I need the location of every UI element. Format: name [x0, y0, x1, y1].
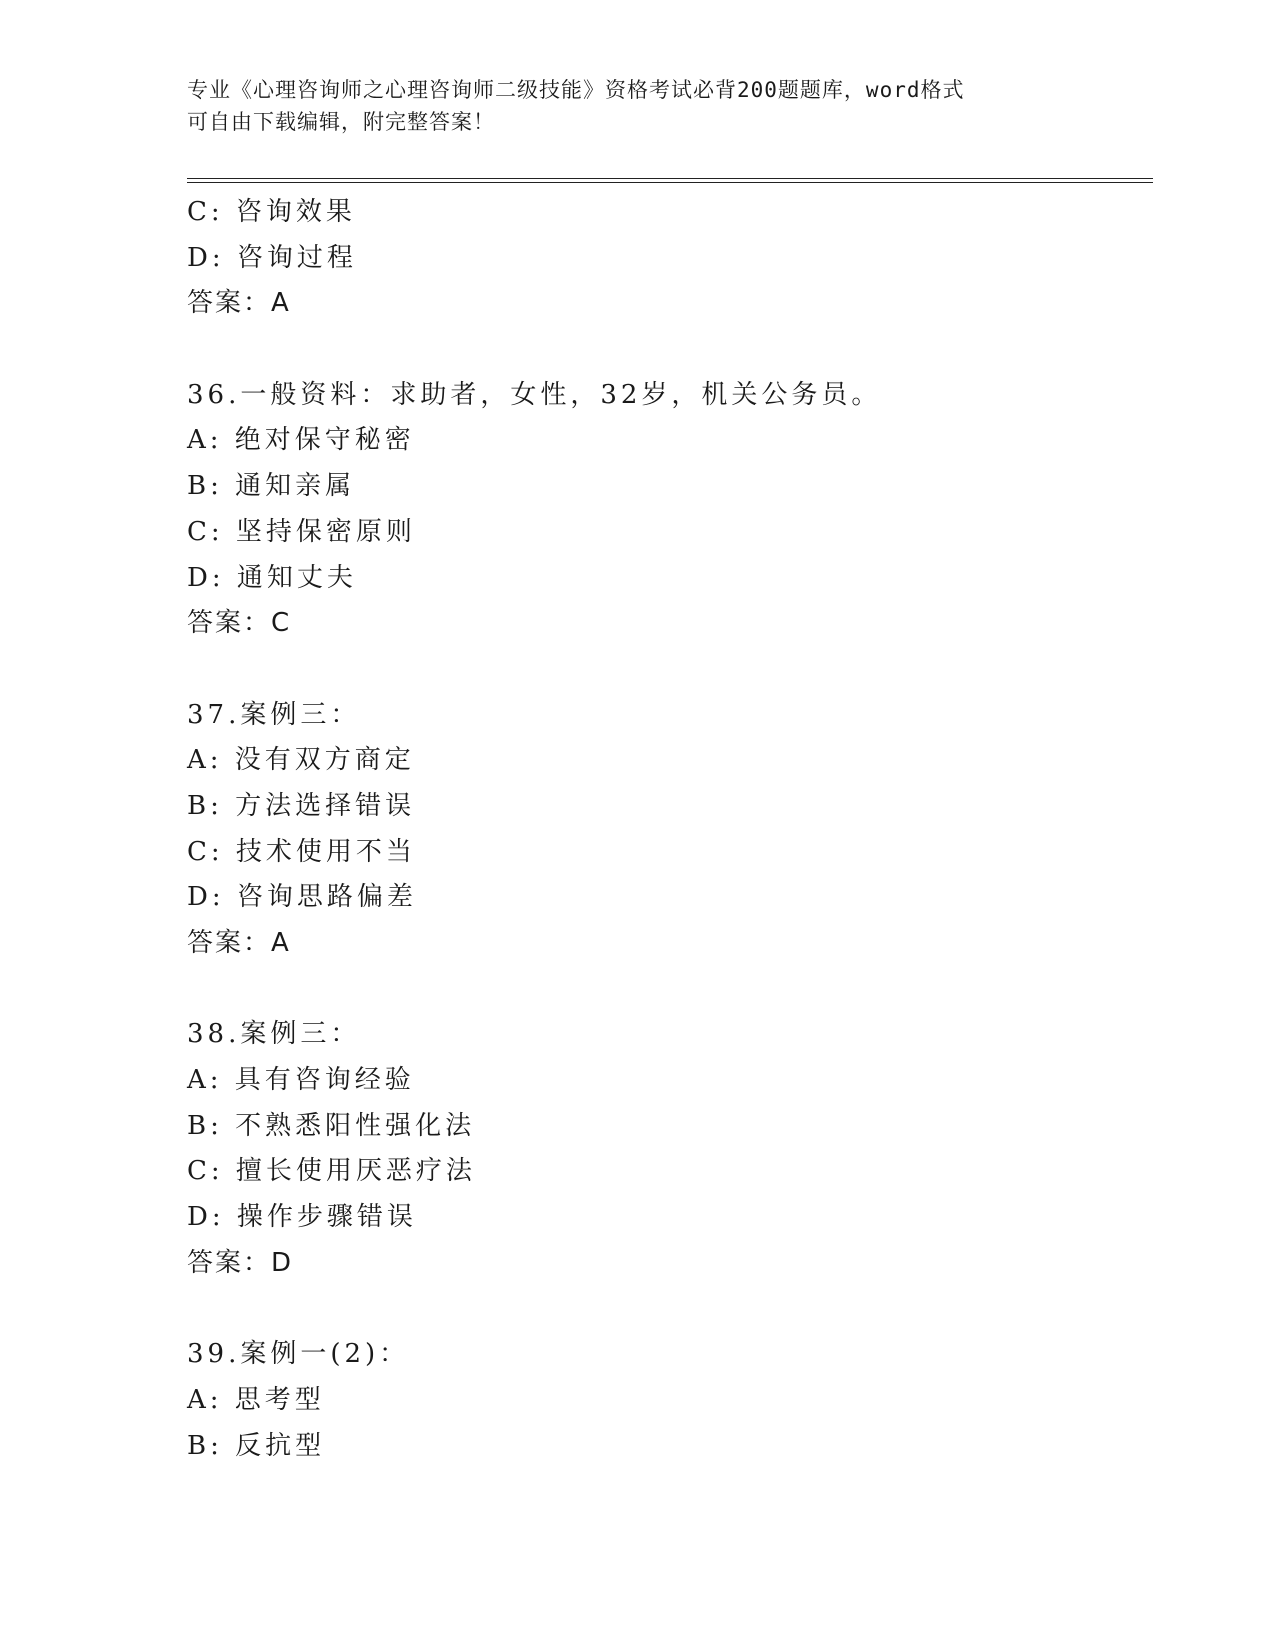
option-b: B: 反抗型 — [187, 1430, 326, 1461]
option-d: D: 咨询思路偏差 — [187, 882, 417, 913]
answer: 答案：A — [187, 288, 291, 319]
option-a: A: 具有咨询经验 — [187, 1065, 415, 1096]
answer: 答案：A — [187, 928, 291, 958]
spacer — [187, 967, 1147, 1013]
option-d: D: 操作步骤错误 — [187, 1202, 417, 1233]
header-line-2: 可自由下载编辑，附完整答案！ — [187, 110, 495, 134]
header-line-1: 专业《心理咨询师之心理咨询师二级技能》资格考试必背200题题库，word格式 — [187, 78, 965, 102]
spacer — [187, 647, 1147, 693]
option-c: C: 擅长使用厌恶疗法 — [187, 1156, 476, 1187]
spacer — [187, 1287, 1147, 1333]
header-divider-bottom — [187, 182, 1153, 183]
option-b: B: 不熟悉阳性强化法 — [187, 1110, 476, 1141]
option-b: B: 通知亲属 — [187, 471, 356, 502]
option-d: D: 通知丈夫 — [187, 562, 357, 593]
answer: 答案：D — [187, 1247, 294, 1278]
spacer — [187, 327, 1147, 373]
document-header — [187, 74, 1067, 138]
question-36 — [187, 373, 1147, 647]
answer: 答案：C — [187, 608, 292, 639]
question-stem: 39.案例一(2)： — [187, 1339, 410, 1370]
option-d: D: 咨询过程 — [187, 242, 357, 273]
option-a: A: 思考型 — [187, 1384, 325, 1415]
question-stem: 38.案例三： — [187, 1019, 361, 1050]
question-35-continued — [187, 190, 1147, 327]
question-list — [187, 190, 1147, 1469]
option-c: C: 咨询效果 — [187, 197, 356, 227]
question-38 — [187, 1012, 1147, 1286]
question-stem: 36.一般资料：求助者，女性，32岁，机关公务员。 — [187, 379, 882, 410]
option-b: B: 方法选择错误 — [187, 790, 416, 821]
question-37 — [187, 693, 1147, 967]
question-stem: 37.案例三： — [187, 699, 361, 730]
option-a: A: 没有双方商定 — [187, 745, 415, 776]
header-divider-top — [187, 178, 1153, 179]
option-c: C: 坚持保密原则 — [187, 516, 416, 547]
question-39 — [187, 1332, 1147, 1469]
option-c: C: 技术使用不当 — [187, 836, 416, 867]
option-a: A: 绝对保守秘密 — [187, 425, 415, 456]
